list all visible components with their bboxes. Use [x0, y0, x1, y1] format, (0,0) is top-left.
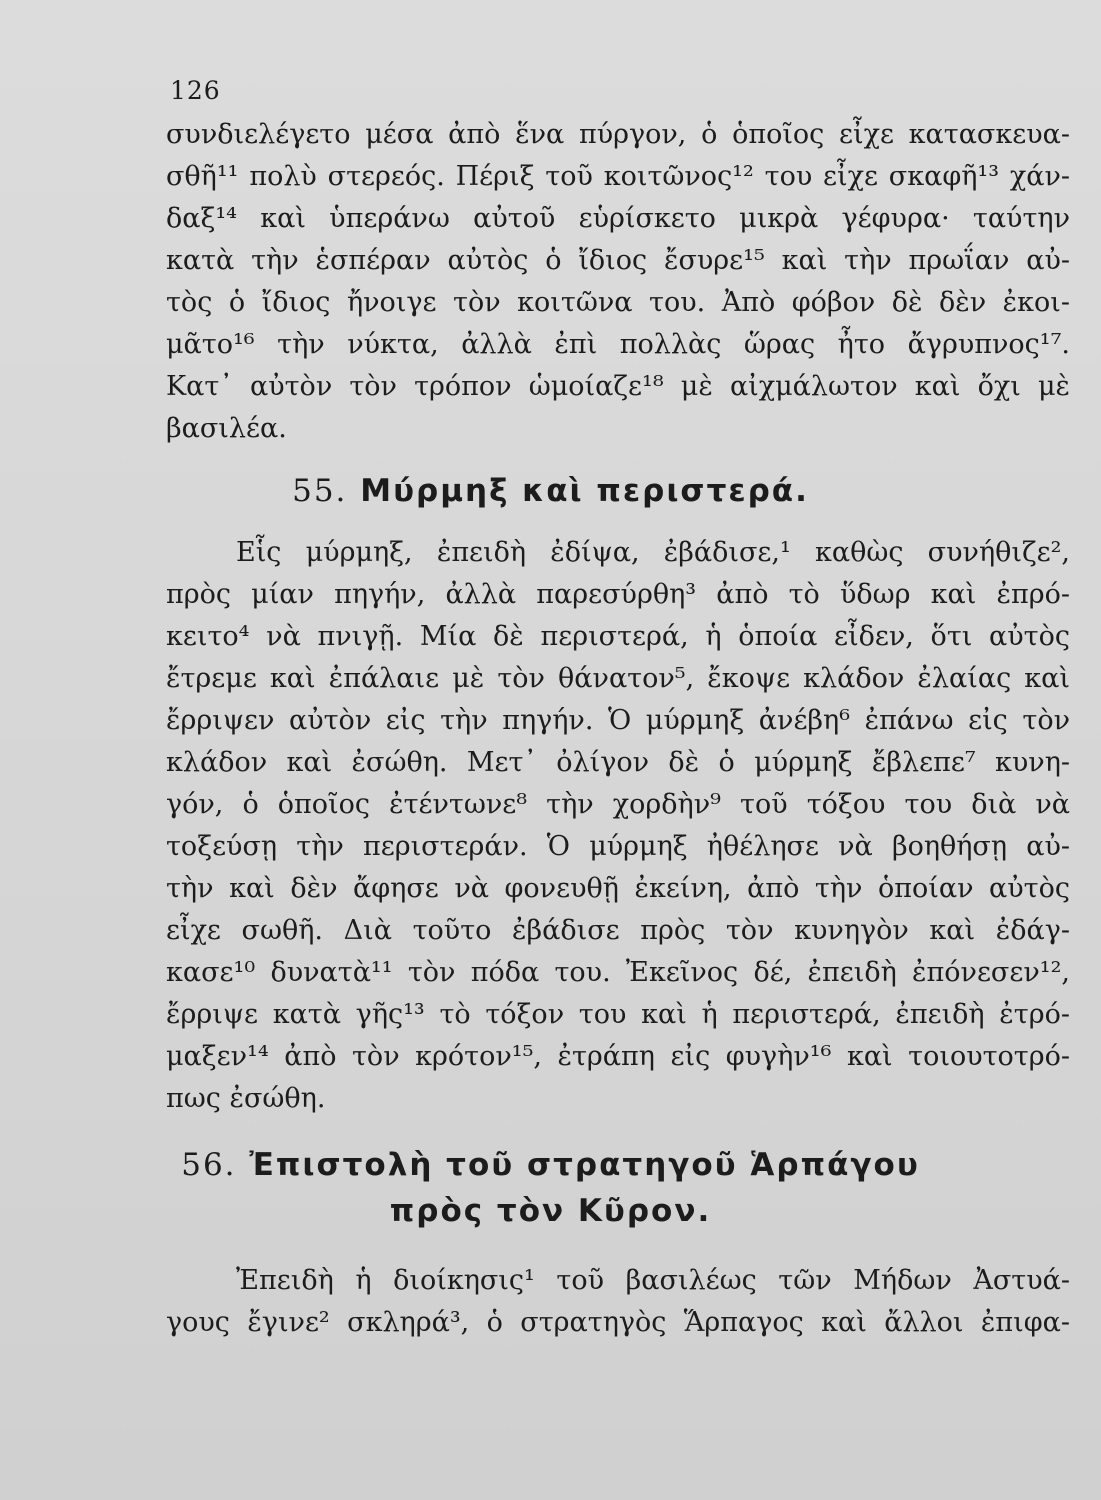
text-line: Εἷς μύρμηξ, ἐπειδὴ ἐδίψα, ἐβάδισε,¹ καθὼς συνήθιζε², [236, 537, 1070, 568]
text-line: γόν, ὁ ὁποῖος ἐτέντωνε⁸ τὴν χορδὴν⁹ τοῦ τόξου του διὰ νὰ [166, 789, 1070, 820]
text-line: πρὸς μίαν πηγήν, ἀλλὰ παρεσύρθη³ ἀπὸ τὸ ὕδωρ καὶ ἐπρό- [166, 579, 1070, 610]
text-line: συνδιελέγετο μέσα ἀπὸ ἕνα πύργον, ὁ ὁποῖος εἶχε κατασκευα- [166, 119, 1070, 150]
section-heading-55 [0, 468, 1101, 514]
paragraph-1 [166, 114, 1070, 450]
text-line: μαξεν¹⁴ ἀπὸ τὸν κρότον¹⁵, ἐτράπη εἰς φυγὴν¹⁶ καὶ τοιουτοτρό- [166, 1041, 1070, 1072]
text-line: τοξεύσῃ τὴν περιστεράν. Ὁ μύρμηξ ἠθέλησε νὰ βοηθήσῃ αὐ- [166, 831, 1070, 862]
text-line: τὸς ὁ ἴδιος ἤνοιγε τὸν κοιτῶνα του. Ἀπὸ φόβον δὲ δὲν ἐκοι- [166, 287, 1070, 318]
text-line: πως ἐσώθη. [166, 1083, 326, 1114]
section-heading-56 [0, 1142, 1101, 1234]
section-title-line-1: Ἐπιστολὴ τοῦ στρατηγοῦ Ἁρπάγου [249, 1147, 920, 1183]
section-title-line-2: πρὸς τὸν Κῦρον. [389, 1193, 712, 1229]
text-line: μᾶτο¹⁶ τὴν νύκτα, ἀλλὰ ἐπὶ πολλὰς ὥρας ἦτο ἄγρυπνος¹⁷. [166, 329, 1070, 360]
paragraph-2 [166, 532, 1070, 1120]
text-line: Κατ᾽ αὐτὸν τὸν τρόπον ὡμοίαζε¹⁸ μὲ αἰχμάλωτον καὶ ὄχι μὲ [166, 371, 1070, 402]
section-title: Μύρμηξ καὶ περιστερά. [360, 473, 809, 509]
section-number: 55. [292, 473, 348, 509]
text-line: κλάδον καὶ ἐσώθη. Μετ᾽ ὀλίγον δὲ ὁ μύρμηξ ἔβλεπε⁷ κυνη- [166, 747, 1070, 778]
text-line: βασιλέα. [166, 413, 287, 444]
text-line: Ἐπειδὴ ἡ διοίκησις¹ τοῦ βασιλέως τῶν Μήδων Ἀστυά- [236, 1265, 1070, 1296]
paragraph-3 [166, 1260, 1070, 1344]
text-line: κατὰ τὴν ἑσπέραν αὐτὸς ὁ ἴδιος ἔσυρε¹⁵ καὶ τὴν πρωΐαν αὐ- [166, 245, 1070, 276]
text-line: τὴν καὶ δὲν ἄφησε νὰ φονευθῇ ἐκείνη, ἀπὸ τὴν ὁποίαν αὐτὸς [166, 873, 1070, 904]
text-line: κασε¹⁰ δυνατὰ¹¹ τὸν πόδα του. Ἐκεῖνος δέ, ἐπειδὴ ἐπόνεσεν¹², [166, 957, 1070, 988]
text-line: κειτο⁴ νὰ πνιγῇ. Μία δὲ περιστερά, ἡ ὁποία εἶδεν, ὅτι αὐτὸς [166, 621, 1070, 652]
text-line: ἔρριψε κατὰ γῆς¹³ τὸ τόξον του καὶ ἡ περιστερά, ἐπειδὴ ἐτρό- [166, 999, 1070, 1030]
text-line: γους ἔγινε² σκληρά³, ὁ στρατηγὸς Ἅρπαγος καὶ ἄλλοι ἐπιφα- [166, 1307, 1070, 1338]
text-line: σθῆ¹¹ πολὺ στερεός. Πέριξ τοῦ κοιτῶνος¹² του εἶχε σκαφῆ¹³ χάν- [166, 161, 1070, 192]
text-line: δαξ¹⁴ καὶ ὑπεράνω αὐτοῦ εὑρίσκετο μικρὰ γέφυρα· ταύτην [166, 203, 1070, 234]
text-line: ἔρριψεν αὐτὸν εἰς τὴν πηγήν. Ὁ μύρμηξ ἀνέβη⁶ ἐπάνω εἰς τὸν [166, 705, 1070, 736]
text-line: ἔτρεμε καὶ ἐπάλαιε μὲ τὸν θάνατον⁵, ἔκοψε κλάδον ἐλαίας καὶ [166, 663, 1070, 694]
section-number: 56. [181, 1147, 237, 1183]
page-number: 126 [170, 76, 221, 105]
text-line: εἶχε σωθῆ. Διὰ τοῦτο ἐβάδισε πρὸς τὸν κυνηγὸν καὶ ἐδάγ- [166, 915, 1070, 946]
